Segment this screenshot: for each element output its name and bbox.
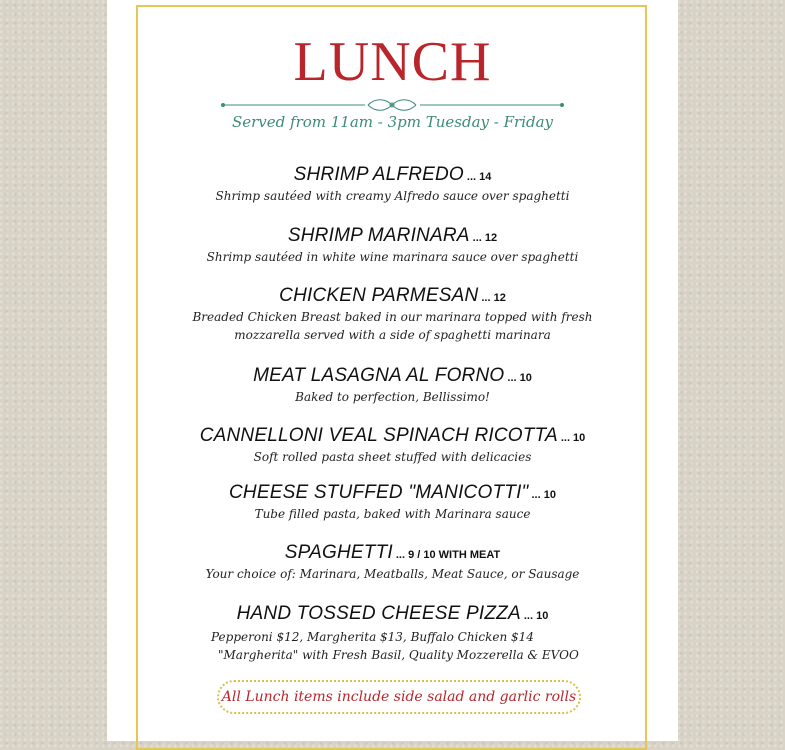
divider-ornament-icon bbox=[220, 98, 565, 112]
item-description: Shrimp sautéed in white wine marinara sauce over spaghetti bbox=[206, 250, 579, 264]
menu-item bbox=[107, 365, 678, 406]
item-price: ... 10 bbox=[507, 372, 532, 384]
item-description: Shrimp sautéed with creamy Alfredo sauce over spaghetti bbox=[215, 189, 570, 203]
item-price: ... 10 bbox=[560, 432, 586, 444]
item-name: HAND TOSSED CHEESE PIZZA bbox=[236, 603, 521, 624]
menu-item bbox=[107, 285, 678, 344]
menu-item bbox=[107, 164, 678, 205]
item-name: SHRIMP ALFREDO bbox=[293, 164, 464, 185]
item-price: ... 10 bbox=[531, 489, 556, 501]
item-price: ... 14 bbox=[466, 171, 492, 183]
menu-item bbox=[107, 542, 678, 583]
item-price: ... 9 / 10 WITH MEAT bbox=[395, 549, 501, 561]
item-name: CHICKEN PARMESAN bbox=[279, 285, 479, 306]
lunch-note-badge: All Lunch items include side salad and garlic rolls bbox=[217, 680, 581, 714]
item-name: CANNELLONI VEAL SPINACH RICOTTA bbox=[199, 425, 558, 446]
item-description: mozzarella served with a side of spaghetti marinara bbox=[234, 328, 551, 342]
menu-item bbox=[107, 225, 678, 266]
menu-title: LUNCH bbox=[293, 31, 492, 93]
item-description: "Margherita" with Fresh Basil, Quality Mozzerella & EVOO bbox=[218, 648, 579, 662]
item-name: CHEESE STUFFED "MANICOTTI" bbox=[229, 482, 529, 503]
item-description: Breaded Chicken Breast baked in our marinara topped with fresh bbox=[192, 310, 593, 324]
item-description: Your choice of: Marinara, Meatballs, Meat Sauce, or Sausage bbox=[205, 567, 580, 581]
item-price: ... 12 bbox=[481, 292, 506, 304]
item-description: Pepperoni $12, Margherita $13, Buffalo Chicken $14 bbox=[211, 630, 534, 644]
pizza-description bbox=[211, 628, 591, 664]
item-price: ... 12 bbox=[472, 232, 498, 244]
item-name: SHRIMP MARINARA bbox=[287, 225, 470, 246]
item-price: ... 10 bbox=[523, 610, 549, 622]
item-name: MEAT LASAGNA AL FORNO bbox=[253, 365, 505, 386]
item-description: Soft rolled pasta sheet stuffed with delicacies bbox=[253, 450, 532, 464]
item-description: Baked to perfection, Bellissimo! bbox=[295, 390, 490, 404]
item-description: Tube filled pasta, baked with Marinara sauce bbox=[254, 507, 531, 521]
menu-item bbox=[107, 603, 678, 625]
menu-page bbox=[107, 0, 678, 741]
menu-item bbox=[107, 482, 678, 523]
served-hours: Served from 11am - 3pm Tuesday - Friday bbox=[231, 113, 554, 131]
item-name: SPAGHETTI bbox=[284, 542, 393, 563]
menu-item bbox=[107, 425, 678, 466]
